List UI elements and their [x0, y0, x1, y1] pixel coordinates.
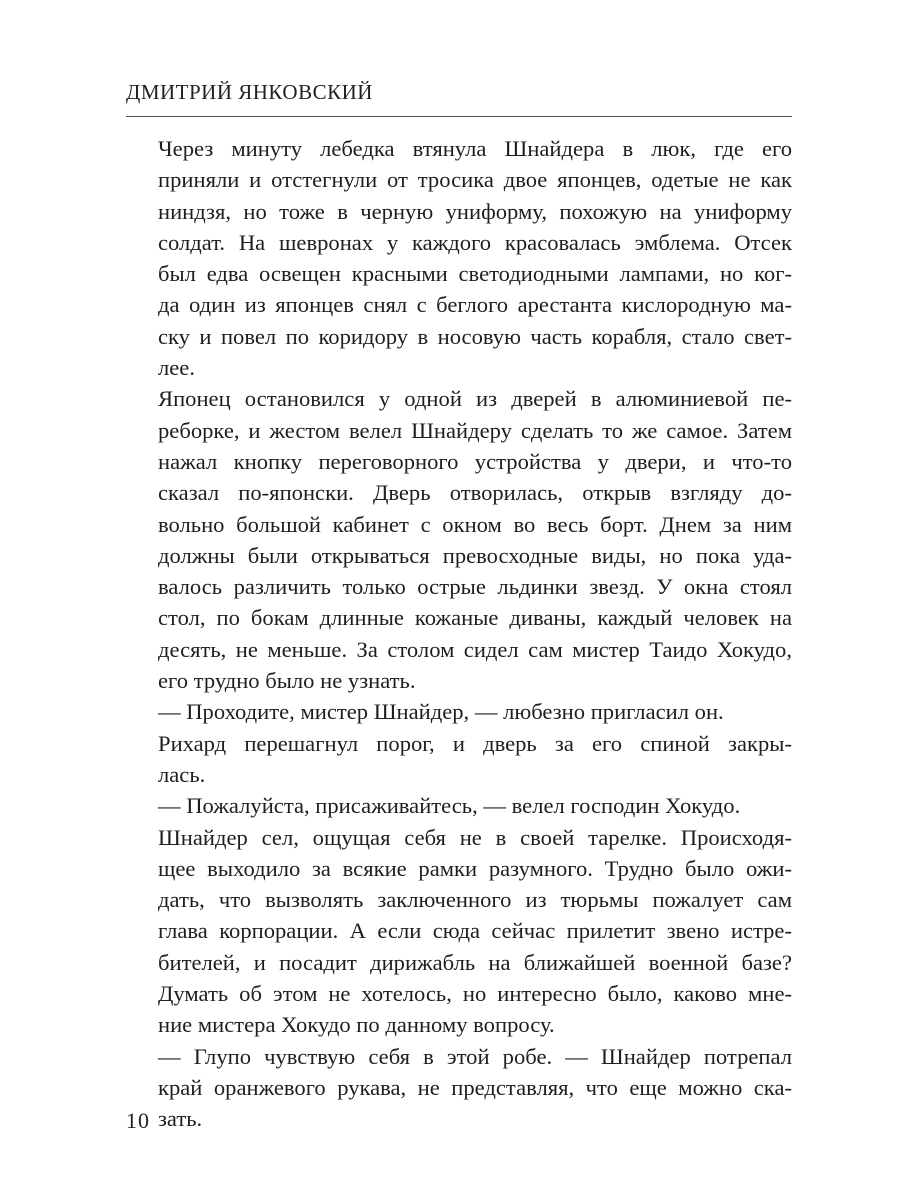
text-line: зать.: [158, 1106, 203, 1132]
dialogue-paragraph: [126, 790, 792, 821]
text-line: реборке, и жестом велел Шнайдеру сделать то же самое. Затем: [158, 417, 792, 443]
text-line: ние мистера Хокудо по данному вопросу.: [158, 1012, 555, 1038]
body-text: [126, 133, 792, 1135]
text-line: край оранжевого рукава, не представляя, что еще можно ска-: [158, 1074, 792, 1100]
text-line: сказал по-японски. Дверь отворилась, открыв взгляду до-: [158, 480, 792, 506]
text-line: — Пожалуйста, присаживайтесь, — велел господин Хокудо.: [158, 793, 741, 819]
dialogue-paragraph: [126, 1041, 792, 1135]
text-line: лее.: [158, 355, 195, 381]
text-line: Шнайдер сел, ощущая себя не в своей тарелке. Происходя-: [158, 824, 792, 850]
text-line: ску и повел по коридору в носовую часть корабля, стало свет-: [158, 323, 792, 349]
text-line: Думать об этом не хотелось, но интересно было, каково мне-: [158, 981, 792, 1007]
text-line: ниндзя, но тоже в черную униформу, похожую на униформу: [158, 198, 792, 224]
text-line: приняли и отстегнули от тросика двое японцев, одетые не как: [158, 167, 792, 193]
text-line: бителей, и посадит дирижабль на ближайшей военной базе?: [158, 949, 792, 975]
text-line: солдат. На шевронах у каждого красовалась эмблема. Отсек: [158, 229, 792, 255]
running-head-author: ДМИТРИЙ ЯНКОВСКИЙ: [126, 80, 373, 104]
page-number: 10: [126, 1108, 150, 1133]
text-line: лась.: [158, 761, 206, 787]
text-line: валось различить только острые льдинки звезд. У окна стоял: [158, 574, 792, 600]
paragraph: [126, 822, 792, 1041]
paragraph: [126, 728, 792, 791]
text-line: должны были открываться превосходные виды, но пока уда-: [158, 542, 792, 568]
text-line: Рихард перешагнул порог, и дверь за его спиной закры-: [158, 730, 792, 756]
text-line: дать, что вызволять заключенного из тюрьмы пожалует сам: [158, 887, 792, 913]
text-line: был едва освещен красными светодиодными лампами, но ког-: [158, 261, 792, 287]
text-line: Японец остановился у одной из дверей в алюминиевой пе-: [158, 386, 792, 412]
header-rule: [126, 116, 792, 117]
dialogue-paragraph: [126, 696, 792, 727]
text-line: глава корпорации. А если сюда сейчас прилетит звено истре-: [158, 918, 792, 944]
text-line: — Глупо чувствую себя в этой робе. — Шнайдер потрепал: [158, 1043, 792, 1069]
text-line: десять, не меньше. За столом сидел сам мистер Таидо Хокудо,: [158, 636, 792, 662]
text-line: его трудно было не узнать.: [158, 668, 416, 694]
text-line: — Проходите, мистер Шнайдер, — любезно пригласил он.: [158, 699, 724, 725]
text-line: вольно большой кабинет с окном во весь борт. Днем за ним: [158, 511, 792, 537]
text-line: стол, по бокам длинные кожаные диваны, каждый человек на: [158, 605, 792, 631]
paragraph: [126, 133, 792, 383]
text-line: Через минуту лебедка втянула Шнайдера в люк, где его: [158, 136, 792, 161]
paragraph: [126, 383, 792, 696]
text-line: да один из японцев снял с беглого арестанта кислородную ма-: [158, 292, 792, 318]
text-line: нажал кнопку переговорного устройства у двери, и что-то: [158, 448, 792, 474]
text-line: щее выходило за всякие рамки разумного. Трудно было ожи-: [158, 855, 792, 881]
